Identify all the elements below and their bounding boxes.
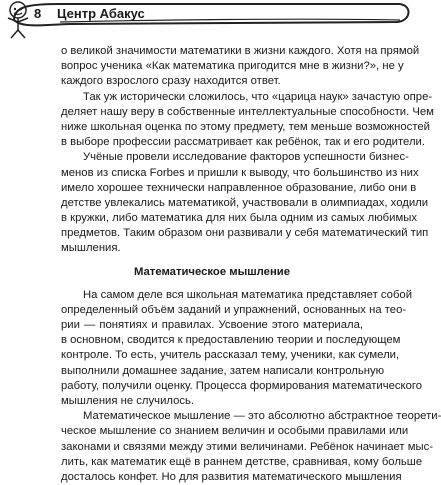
text-line: детстве увлекались математикой, участвовали в олимпиадах, ходили xyxy=(61,196,429,209)
text-line: вопрос ученика «Как математика пригодится мне в жизни?», не у xyxy=(61,60,404,73)
text-line: контроле. То есть, учитель рассказал тему, ученики, как сумели, xyxy=(61,349,400,362)
text-line: в основном, сводится к предоставлению теории и последующем xyxy=(61,334,401,347)
text-line: о великой значимости математики в жизни каждого. Хотя на прямой xyxy=(61,45,420,57)
paragraph-start: На самом деле вся школьная математика представляет собой xyxy=(83,288,413,301)
text-line: менов из списка Forbes и пришли к выводу, что большинство из них xyxy=(61,166,419,179)
text-line: деляет нашу веру в собственные интеллектуальные способности. Чем xyxy=(61,105,434,118)
paragraph-start: Математическое мышление — это абсолютно абстрактное теорети- xyxy=(83,410,441,423)
text-line: ческое мышление со знанием величин и особыми правилами или xyxy=(61,425,409,438)
text-line: мышления. xyxy=(61,242,121,255)
text-line: мышления не случилось. xyxy=(61,394,195,407)
abacus-mascot-icon xyxy=(0,0,36,40)
running-header xyxy=(0,0,420,40)
text-line: работу, получили оценку. Процесса формирования математического xyxy=(61,379,423,392)
paragraph-start: Так уж исторически сложилось, что «царица наук» зачастую опре- xyxy=(83,90,433,103)
page-number: 8 xyxy=(34,6,42,21)
paragraph-start: Учёные провели исследование факторов успешности бизнес- xyxy=(83,151,409,164)
text-line: лить, как математик ещё в раннем детстве, сравнивая, кому больше xyxy=(61,455,423,468)
text-line: в кружки, либо математика для них была одним из самых любимых xyxy=(61,212,417,225)
section-heading: Математическое мышление xyxy=(133,265,291,278)
running-title: Центр Абакус xyxy=(57,6,145,21)
text-line: выполнили домашнее задание, затем написали контрольную xyxy=(61,364,385,377)
text-line: законами и связями между этими величинами. Ребёнок начинает мыс- xyxy=(61,440,434,453)
text-line: предметов. Таким образом они развивали у себя математический тип xyxy=(61,227,429,240)
text-line: рии — понятиях и правилах. Усвоение этого материала, xyxy=(61,319,363,331)
text-line: ниже школьная оценка по этому предмету, тем меньше возможностей xyxy=(61,120,430,133)
text-line: досталось конфет. Но для развития математического мышления xyxy=(61,470,402,483)
page-body xyxy=(61,44,441,485)
text-line: в выборе профессии рассматривает как ребёнок, так и его родители. xyxy=(61,136,425,149)
text-line: имело хорошее технически направленное образование, либо они в xyxy=(61,181,417,194)
text-line: каждого взрослого сразу находится ответ. xyxy=(61,75,281,88)
text-line: определенный объём заданий и упражнений, основанных на тео- xyxy=(61,303,407,316)
